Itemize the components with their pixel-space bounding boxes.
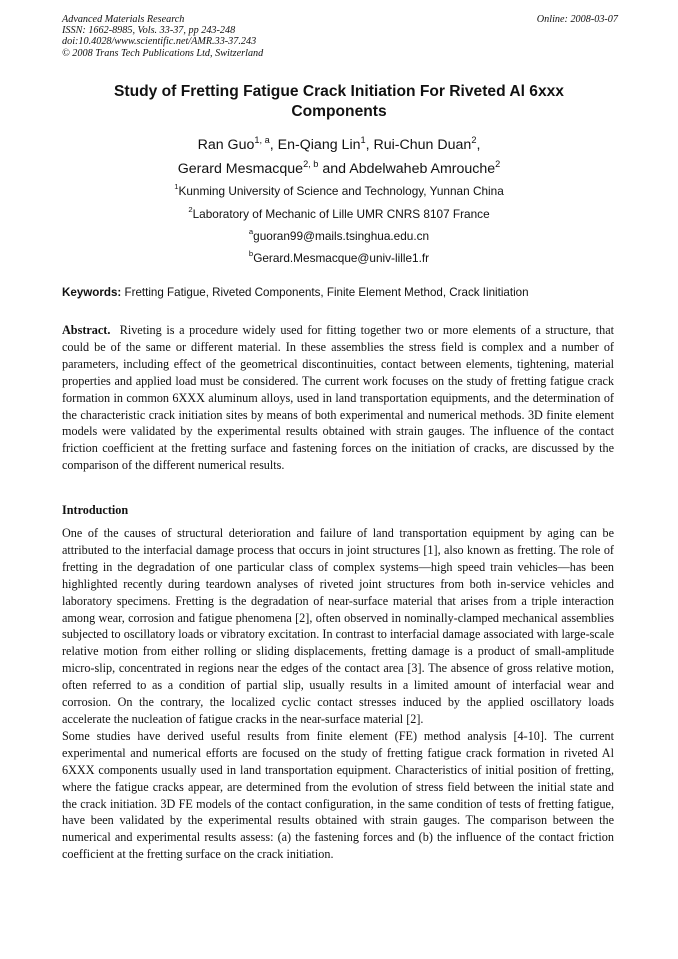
journal-name: Advanced Materials Research — [62, 14, 185, 25]
introduction-heading: Introduction — [62, 503, 129, 517]
email-2 — [62, 251, 616, 265]
author-name: Rui-Chun Duan — [373, 137, 472, 153]
affiliation-sup: 1 — [174, 182, 179, 191]
abstract-text: Riveting is a procedure widely used for fitting together two or more elements of a structure, that could be of the same or different material. In these assemblies the stress field is complex and a number of parameters, including effect of the geometrical discontinuities, contact between elements, tightening, material properties and applied load must be considered. The current work focuses on the study of fretting fatigue crack formation in common 6XXX aluminum alloys, used in land transportation equipments, and the determination of the characteristic crack initiation sites by means of both experimental and numerical methods. 3D finite element models were validated by the experimental results obtained with strain gauges. The influence of the contact friction coefficient at the fretting surface and fastening forces on the initiation of cracks, are discussed by the comparison of the different numerical results. — [62, 323, 615, 473]
email-text: Gerard.Mesmacque@univ-lille1.fr — [253, 251, 430, 265]
paper-title — [62, 82, 616, 122]
title-line-2: Components — [291, 103, 387, 120]
keywords — [62, 286, 622, 300]
affiliation-text: Laboratory of Mechanic of Lille UMR CNRS 8107 France — [192, 207, 490, 221]
online-date: Online: 2008-03-07 — [536, 14, 618, 25]
author-sup: 2, b — [303, 159, 319, 169]
doi-line: doi:10.4028/www.scientific.net/AMR.33-37.243 — [62, 36, 257, 48]
journal-header — [62, 14, 618, 59]
abstract-label: Abstract. — [62, 323, 111, 337]
author-name: Ran Guo — [197, 137, 255, 153]
author-sup: 1 — [360, 135, 366, 145]
affiliation-2 — [62, 207, 616, 221]
keywords-label: Keywords: — [62, 286, 122, 299]
introduction-body — [62, 525, 614, 863]
email-sup: a — [248, 227, 254, 236]
keywords-text: Fretting Fatigue, Riveted Components, Finite Element Method, Crack Iinitiation — [124, 286, 529, 299]
affiliation-text: Kunming University of Science and Technology, Yunnan China — [178, 184, 504, 198]
author-line-1: Ran Guo$^{1, a}$, En-Qiang Lin$^1$, Rui-Chun Duan$^2$, — [197, 135, 481, 153]
abstract — [62, 322, 614, 474]
author-sup: 2 — [471, 135, 477, 145]
author-name: Gerard Mesmacque — [177, 161, 304, 177]
author-name: En-Qiang Lin — [277, 137, 361, 153]
affiliation-sup: 2 — [188, 205, 193, 214]
email-sup: b — [248, 249, 254, 258]
email-text: guoran99@mails.tsinghua.edu.cn — [253, 229, 430, 243]
paragraph: One of the causes of structural deterioration and failure of land transportation equipment by aging can be attributed to the interfacial damage process that occurs in joint structures [1], also known as fretting. The role of fretting in the degradation of one particular class of complex systems—high speed train vehicles—has been highlighted recently during teardown analyses of riveted joint structures from both in-service vehicles and laboratory specimens. Fretting is the degradation of near-surface material that arises from a triple interaction among wear, corrosion and fatigue phenomena [2], often observed in nominally-clamped mechanical assemblies subjected to oscillatory loads or vibratory excitation. In contrast to interfacial damage associated with large-scale relative motion from either rolling or sliding displacements, fretting damage is a product of small-amplitude micro-slip, concentrated in regions near the edges of the contact area [3]. The absence of gross relative motion, often referred to as a condition of partial slip, usually results in a limited amount of interfacial wear and corrosion. On the contrary, the localized cyclic contact stresses induced by the applied oscillatory loads accelerate the nucleation of fatigue cracks in the near-surface material [2]. — [62, 526, 614, 726]
paragraph: Some studies have derived useful results from finite element (FE) method analysis [4-10]. The current experimental and numerical efforts are focused on the study of fretting fatigue crack formation in riveted Al 6XXX components usually used in land transportation equipment. Characteristics of initial position of fretting, where the fatigue cracks appear, are determined from the evolution of stress field between the initial state and the crack initiation. 3D FE models of the contact configuration, in the same condition of tests of fretting fatigue, have been validated by the experimental results obtained with strain gauges. The comparison between the numerical and experimental results assess: (a) the fastening forces and (b) the influence of the contact friction coefficient at the fretting surface on the crack initiation. — [62, 728, 614, 862]
author-line-2 — [62, 157, 616, 181]
title-line-1: Study of Fretting Fatigue Crack Initiation For Riveted Al 6xxx — [114, 83, 564, 100]
author-list — [62, 133, 616, 181]
affiliation-1 — [62, 184, 616, 198]
issn-line: ISSN: 1662-8985, Vols. 33-37, pp 243-248 — [62, 25, 236, 37]
author-sup: 2 — [495, 159, 501, 169]
copyright-line: © 2008 Trans Tech Publications Ltd, Switzerland — [62, 47, 264, 59]
author-name: Abdelwaheb Amrouche — [349, 161, 496, 177]
author-and: and — [322, 161, 347, 177]
author-sup: 1, a — [254, 135, 270, 145]
email-1 — [62, 229, 616, 243]
